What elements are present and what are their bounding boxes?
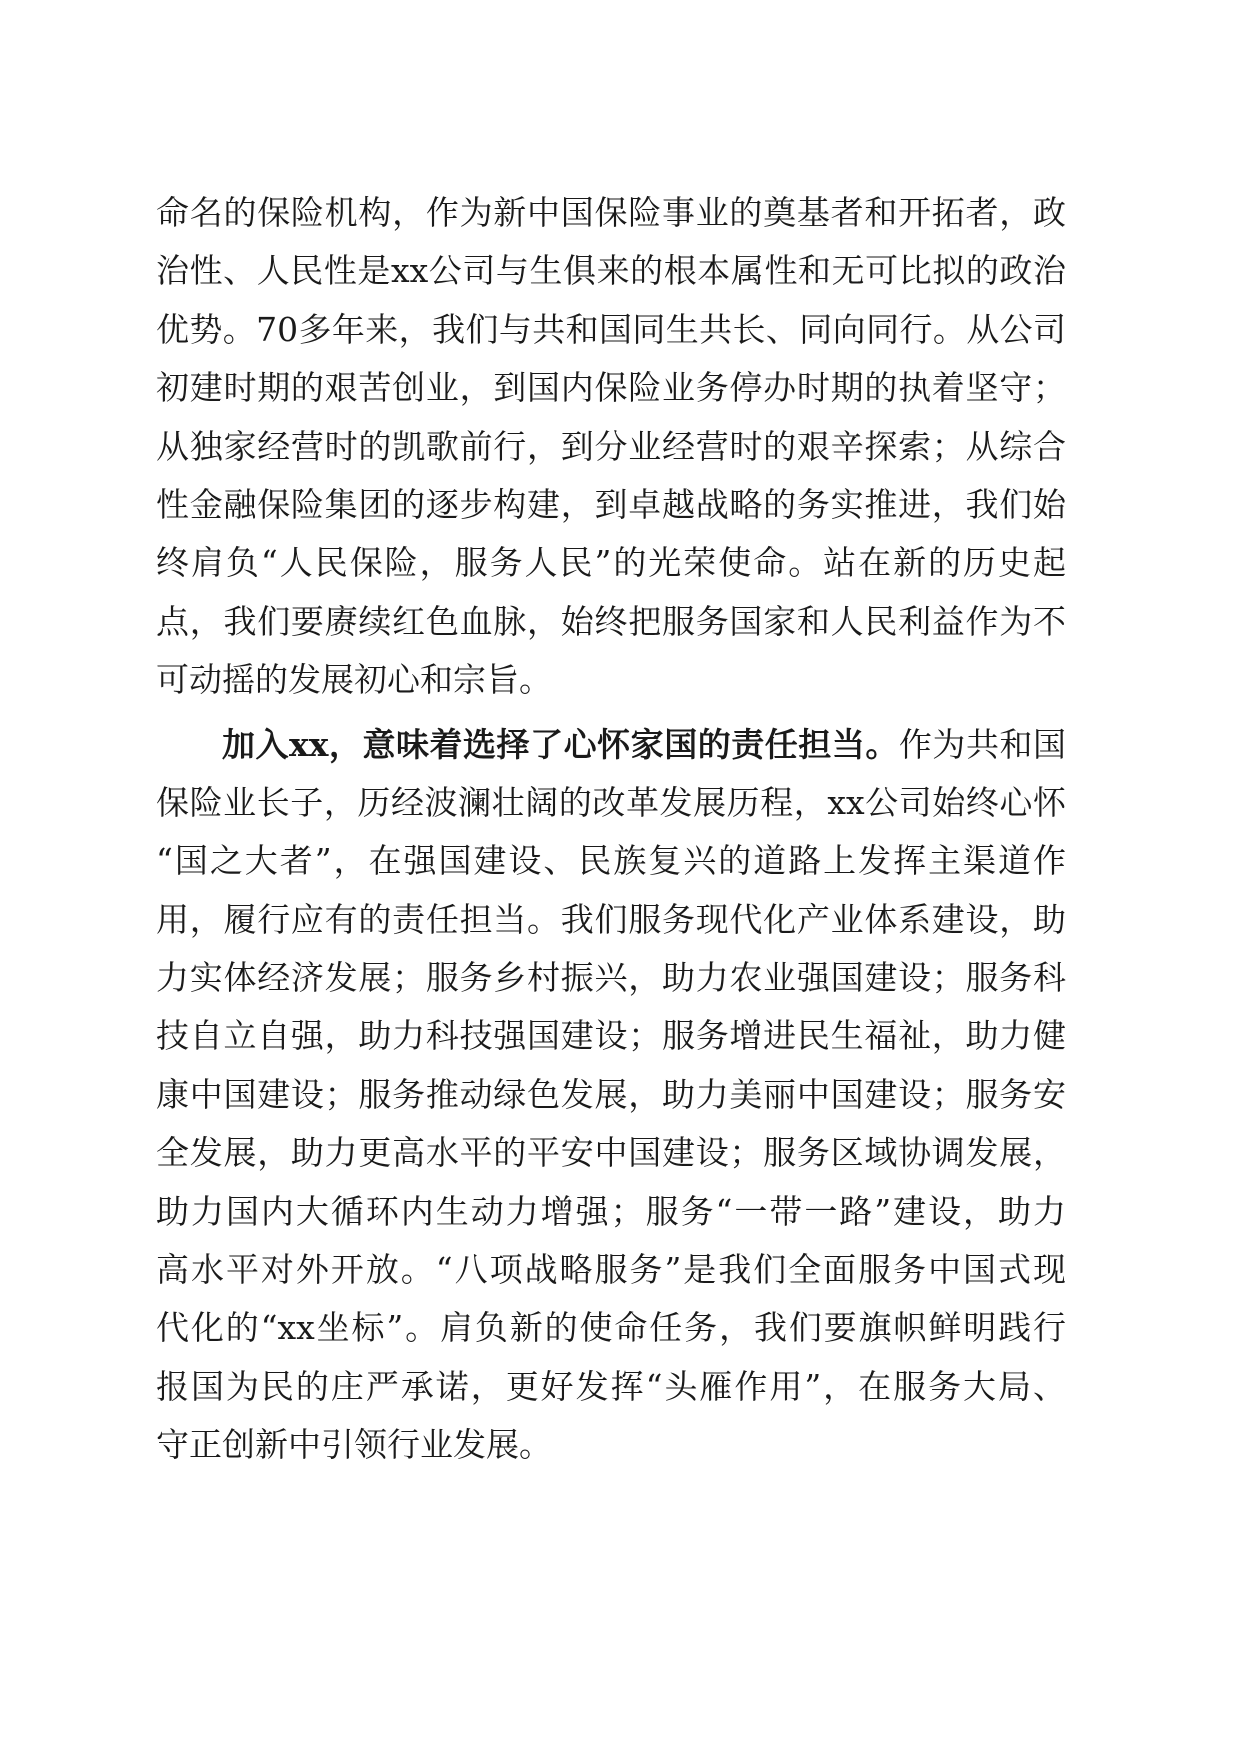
paragraph-line: 优势。70多年来，我们与共和国同生共长、同向同行。从公司 [156, 309, 1066, 349]
paragraph-line: 保险业长子，历经波澜壮阔的改革发展历程，xx公司始终心怀 [156, 782, 1066, 822]
paragraph-line: 可动摇的发展初心和宗旨。 [156, 660, 552, 700]
paragraph-heading-rest: 作为共和国 [898, 724, 1066, 764]
paragraph-2 [156, 716, 1066, 1475]
paragraph-line: 力实体经济发展；服务乡村振兴，助力农业强国建设；服务科 [156, 958, 1066, 998]
paragraph-line: 终肩负“人民保险，服务人民”的光荣使命。站在新的历史起 [156, 543, 1066, 583]
paragraph-line: 代化的“xx坐标”。肩负新的使命任务，我们要旗帜鲜明践行 [156, 1308, 1066, 1348]
paragraph-line: 高水平对外开放。“八项战略服务”是我们全面服务中国式现 [156, 1250, 1066, 1290]
paragraph-line: 点，我们要赓续红色血脉，始终把服务国家和人民利益作为不 [156, 601, 1066, 641]
paragraph-line: 性金融保险集团的逐步构建，到卓越战略的务实推进，我们始 [156, 484, 1066, 524]
paragraph-line: “国之大者”，在强国建设、民族复兴的道路上发挥主渠道作 [156, 841, 1066, 881]
paragraph-line: 初建时期的艰苦创业，到国内保险业务停办时期的执着坚守； [156, 368, 1066, 408]
paragraph-line: 报国为民的庄严承诺，更好发挥“头雁作用”，在服务大局、 [156, 1366, 1066, 1406]
paragraph-line: 从独家经营时的凯歌前行，到分业经营时的艰辛探索；从综合 [156, 426, 1066, 466]
paragraph-line: 技自立自强，助力科技强国建设；服务增进民生福祉，助力健 [156, 1016, 1066, 1056]
paragraph-line: 治性、人民性是xx公司与生俱来的根本属性和无可比拟的政治 [156, 251, 1066, 291]
paragraph-first-line [156, 716, 1066, 774]
paragraph-line: 守正创新中引领行业发展。 [156, 1425, 552, 1465]
paragraph-1 [156, 184, 1066, 710]
paragraph-line: 命名的保险机构，作为新中国保险事业的奠基者和开拓者，政 [156, 193, 1066, 232]
document-body [156, 184, 1066, 1475]
paragraph-line: 康中国建设；服务推动绿色发展，助力美丽中国建设；服务安 [156, 1074, 1066, 1114]
paragraph-line: 用，履行应有的责任担当。我们服务现代化产业体系建设，助 [156, 899, 1066, 939]
paragraph-line: 助力国内大循环内生动力增强；服务“一带一路”建设，助力 [156, 1191, 1066, 1231]
paragraph-heading: 加入xx，意味着选择了心怀家国的责任担当。 [222, 724, 899, 764]
paragraph-line: 全发展，助力更高水平的平安中国建设；服务区域协调发展， [156, 1133, 1066, 1173]
